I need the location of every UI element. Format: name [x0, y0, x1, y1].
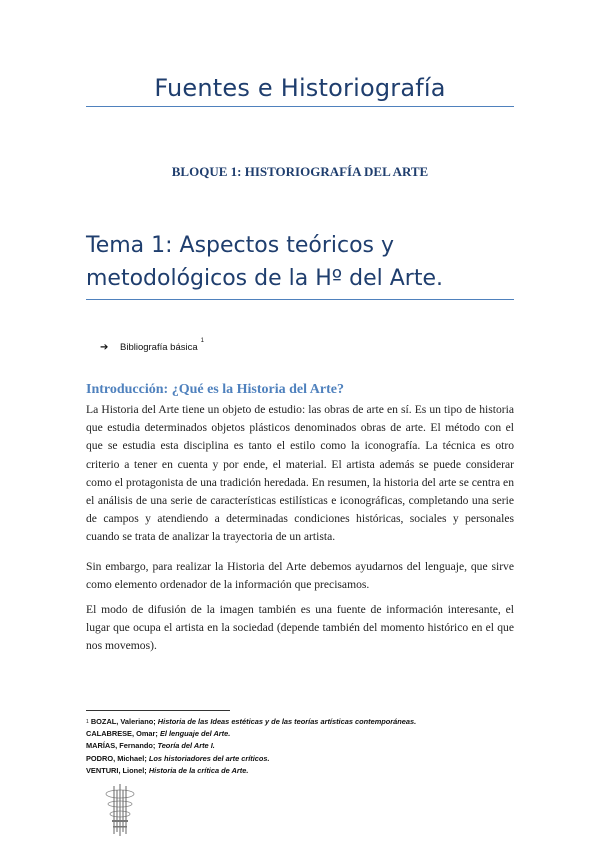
footnote-title: Los historiadores del arte críticos. [148, 753, 270, 763]
footnote-reference[interactable]: 1 [200, 338, 204, 344]
topic-title-line-1: Tema 1: Aspectos teóricos y [86, 233, 394, 258]
intro-heading: Introducción: ¿Qué es la Historia del Arte? [86, 382, 344, 397]
topic-title [86, 229, 526, 295]
bibliography-label: Bibliografía básica [120, 342, 198, 353]
intro-paragraph-1: La Historia del Arte tiene un objeto de estudio: las obras de arte en sí. Es un tipo de historia que estudia determinados objetos plásticos denominados obras de arte. El método con el que se estudia esta disciplina es tanto el estilo como la iconografía. La técnica es otro criterio a tener en cuenta y por ende, el material. El artista además se puede considerar como el protagonista de una tradición heredada. En resumen, la historia del arte se centra en el análisis de una serie de características estilísticas e iconográficas, completando una serie de campos y atendiendo a determinadas condiciones históricas, sociales y personales cuando se trata de analizar la trayectoria de un artista. [86, 403, 514, 544]
footnotes [86, 716, 416, 777]
header-divider [86, 106, 514, 107]
block-title: BLOQUE 1: HISTORIOGRAFÍA DEL ARTE [171, 164, 429, 179]
footnote-line [86, 753, 416, 765]
footnote-author: CALABRESE, Omar; [86, 729, 158, 739]
footnote-author: PODRO, Michael; [86, 753, 147, 763]
footnote-author: MARÍAS, Fernando; [86, 741, 156, 751]
footnote-title: Historia de las Ideas estéticas y de las teorías artísticas contemporáneas. [157, 717, 417, 726]
footnote-author: BOZAL, Valeriano; [90, 717, 156, 726]
intro-paragraph-3: El modo de difusión de la imagen también es una fuente de información interesante, el lugar que ocupa el artista en la sociedad (depende también del momento histórico en el que nos movemos). [86, 603, 514, 653]
footnote-line [86, 728, 416, 740]
document-watermark-logo-icon [102, 780, 138, 840]
footnote-number: 1 [86, 719, 89, 725]
topic-divider [86, 299, 514, 300]
bibliography-item [100, 338, 204, 353]
page-header-title: Fuentes e Historiografía [154, 74, 446, 102]
footnote-title: El lenguaje del Arte. [159, 729, 231, 739]
footnote-separator [86, 710, 230, 711]
topic-title-line-2: metodológicos de la Hº del Arte. [86, 266, 443, 291]
footnote-line [86, 765, 416, 777]
footnote-title: Teoría del Arte I. [157, 741, 215, 751]
footnote-author: VENTURI, Lionel; [86, 765, 147, 775]
intro-paragraph-2: Sin embargo, para realizar la Historia del Arte debemos ayudarnos del lenguaje, que sirve como elemento ordenador de la información que precisamos. [86, 560, 514, 592]
footnote-title: Historia de la crítica de Arte. [148, 765, 249, 775]
footnote-line [86, 740, 416, 752]
footnote-line [86, 716, 416, 728]
arrow-right-icon: ➔ [100, 342, 109, 353]
